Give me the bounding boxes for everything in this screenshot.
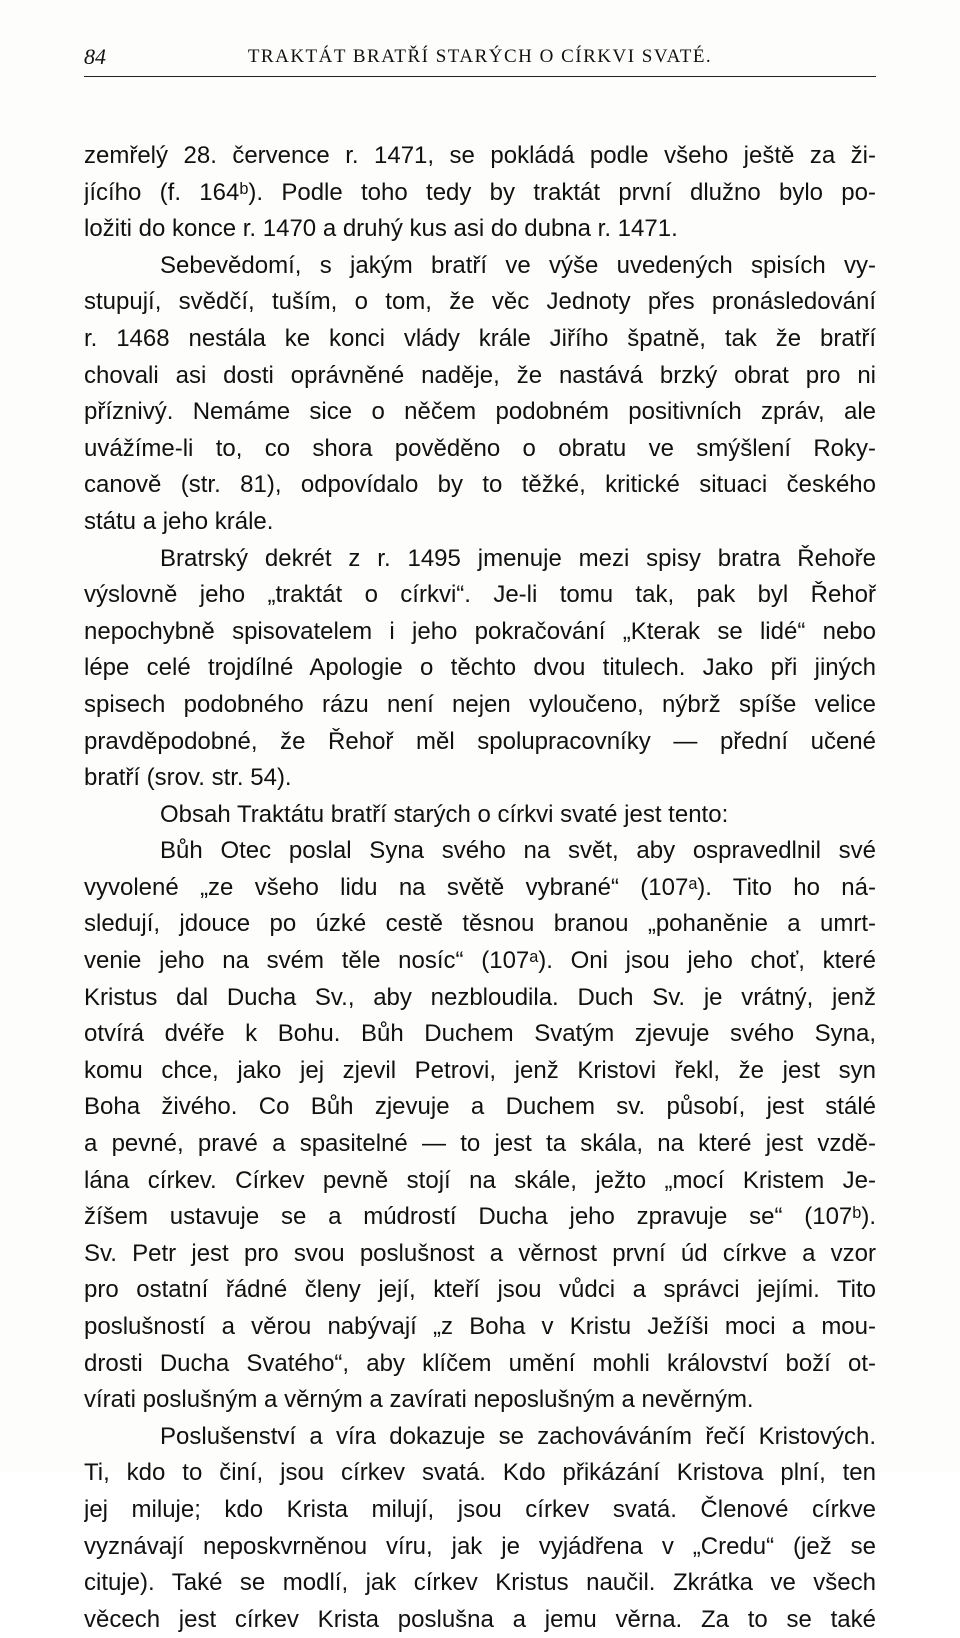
text-line: jej miluje; kdo Krista milují, jsou církev svatá. Členové církve bbox=[84, 1495, 876, 1523]
text-line: lána církev. Církev pevně stojí na skále, ježto „mocí Kristem Je- bbox=[84, 1166, 876, 1194]
text-line: výslovně jeho „traktát o církvi“. Je-li tomu tak, pak byl Řehoř bbox=[84, 581, 876, 609]
text-line: pro ostatní řádné členy její, kteří jsou vůdci a správci jejími. Tito bbox=[84, 1276, 876, 1304]
text-line: Boha živého. Co Bůh zjevuje a Duchem sv. působí, jest stálé bbox=[84, 1093, 876, 1121]
text-line: ložiti do konce r. 1470 a druhý kus asi do dubna r. 1471. bbox=[84, 215, 678, 243]
text-line: cituje). Také se modlí, jak církev Kristus naučil. Zkrátka ve všech bbox=[84, 1569, 876, 1597]
text-line: Obsah Traktátu bratří starých o církvi svaté jest tento: bbox=[160, 800, 729, 828]
text-line: nepochybně spisovatelem i jeho pokračování „Kterak se lidé“ nebo bbox=[84, 617, 876, 645]
text-line: jícího (f. 164ᵇ). Podle toho tedy by traktát první dlužno bylo po- bbox=[84, 178, 876, 206]
text-line: lépe celé trojdílné Apologie o těchto dvou titulech. Jako při jiných bbox=[84, 654, 876, 682]
text-line: stupují, svědčí, tuším, o tom, že věc Jednoty přes pronásledování bbox=[84, 288, 876, 316]
page-number: 84 bbox=[84, 44, 106, 69]
text-line: Poslušenství a víra dokazuje se zachováváním řečí Kristových. bbox=[160, 1422, 876, 1450]
text-line: komu chce, jako jej zjevil Petrovi, jenž Kristovi řekl, že jest syn bbox=[84, 1056, 876, 1084]
text-line: věcech jest církev Krista poslušna a jemu věrna. Za to se také bbox=[84, 1605, 876, 1633]
text-line: a pevné, pravé a spasitelné — to jest ta skála, na které jest vzdě- bbox=[84, 1130, 876, 1158]
text-line: zemřelý 28. července r. 1471, se pokládá podle všeho ještě za ži- bbox=[84, 142, 876, 169]
body-text bbox=[84, 138, 876, 1638]
text-line: r. 1468 nestála ke konci vlády krále Jiřího špatně, tak že bratří bbox=[84, 324, 876, 352]
text-line: Bratrský dekrét z r. 1495 jmenuje mezi spisy bratra Řehoře bbox=[160, 544, 876, 572]
text-line: bratří (srov. str. 54). bbox=[84, 764, 292, 792]
text-line: uvážíme-li to, co shora pověděno o obratu ve smýšlení Roky- bbox=[84, 434, 876, 462]
running-title: TRAKTÁT BRATŘÍ STARÝCH O CÍRKVI SVATÉ. bbox=[247, 46, 713, 67]
page-header bbox=[84, 44, 876, 74]
text-line: státu a jeho krále. bbox=[84, 507, 274, 535]
header-rule bbox=[84, 76, 876, 77]
text-line: spisech podobného rázu není nejen vyloučeno, nýbrž spíše velice bbox=[84, 690, 876, 718]
text-line: Kristus dal Ducha Sv., aby nezbloudila. Duch Sv. je vrátný, jenž bbox=[84, 983, 876, 1011]
text-line: sledují, jdouce po úzké cestě těsnou branou „pohaněnie a umrt- bbox=[84, 910, 876, 938]
text-line: venie jeho na svém těle nosíc“ (107ᵃ). Oni jsou jeho choť, které bbox=[84, 947, 876, 975]
text-line: pravděpodobné, že Řehoř měl spolupracovníky — přední učené bbox=[84, 727, 876, 755]
text-line: otvírá dvéře k Bohu. Bůh Duchem Svatým zjevuje svého Syna, bbox=[84, 1020, 876, 1048]
text-line: chovali asi dosti oprávněné naděje, že nastává brzký obrat pro ni bbox=[84, 361, 876, 389]
text-line: Sebevědomí, s jakým bratří ve výše uvedených spisích vy- bbox=[160, 251, 876, 279]
text-line: vírati poslušným a věrným a zavírati neposlušným a nevěrným. bbox=[84, 1386, 754, 1414]
text-line: příznivý. Nemáme sice o něčem podobném positivních zpráv, ale bbox=[84, 398, 876, 426]
text-line: Bůh Otec poslal Syna svého na svět, aby ospravedlnil své bbox=[160, 837, 876, 865]
text-line: canově (str. 81), odpovídalo by to těžké, kritické situaci českého bbox=[84, 471, 876, 499]
text-line: vyvolené „ze všeho lidu na světě vybrané“ (107ᵃ). Tito ho ná- bbox=[84, 873, 876, 901]
text-line: Ti, kdo to činí, jsou církev svatá. Kdo přikázání Kristova plní, ten bbox=[84, 1459, 876, 1487]
text-line: žíšem ustavuje se a múdrostí Ducha jeho zpravuje se“ (107ᵇ). bbox=[84, 1203, 876, 1231]
text-line: Sv. Petr jest pro svou poslušnost a věrnost první úd církve a vzor bbox=[84, 1239, 876, 1267]
text-line: drosti Ducha Svatého“, aby klíčem umění mohli království boží ot- bbox=[84, 1349, 876, 1377]
text-line: vyznávají neposkvrněnou víru, jak je vyjádřena v „Credu“ (jež se bbox=[84, 1532, 876, 1560]
text-line: poslušností a věrou nabývají „z Boha v Kristu Ježíši moci a mou- bbox=[84, 1313, 876, 1340]
